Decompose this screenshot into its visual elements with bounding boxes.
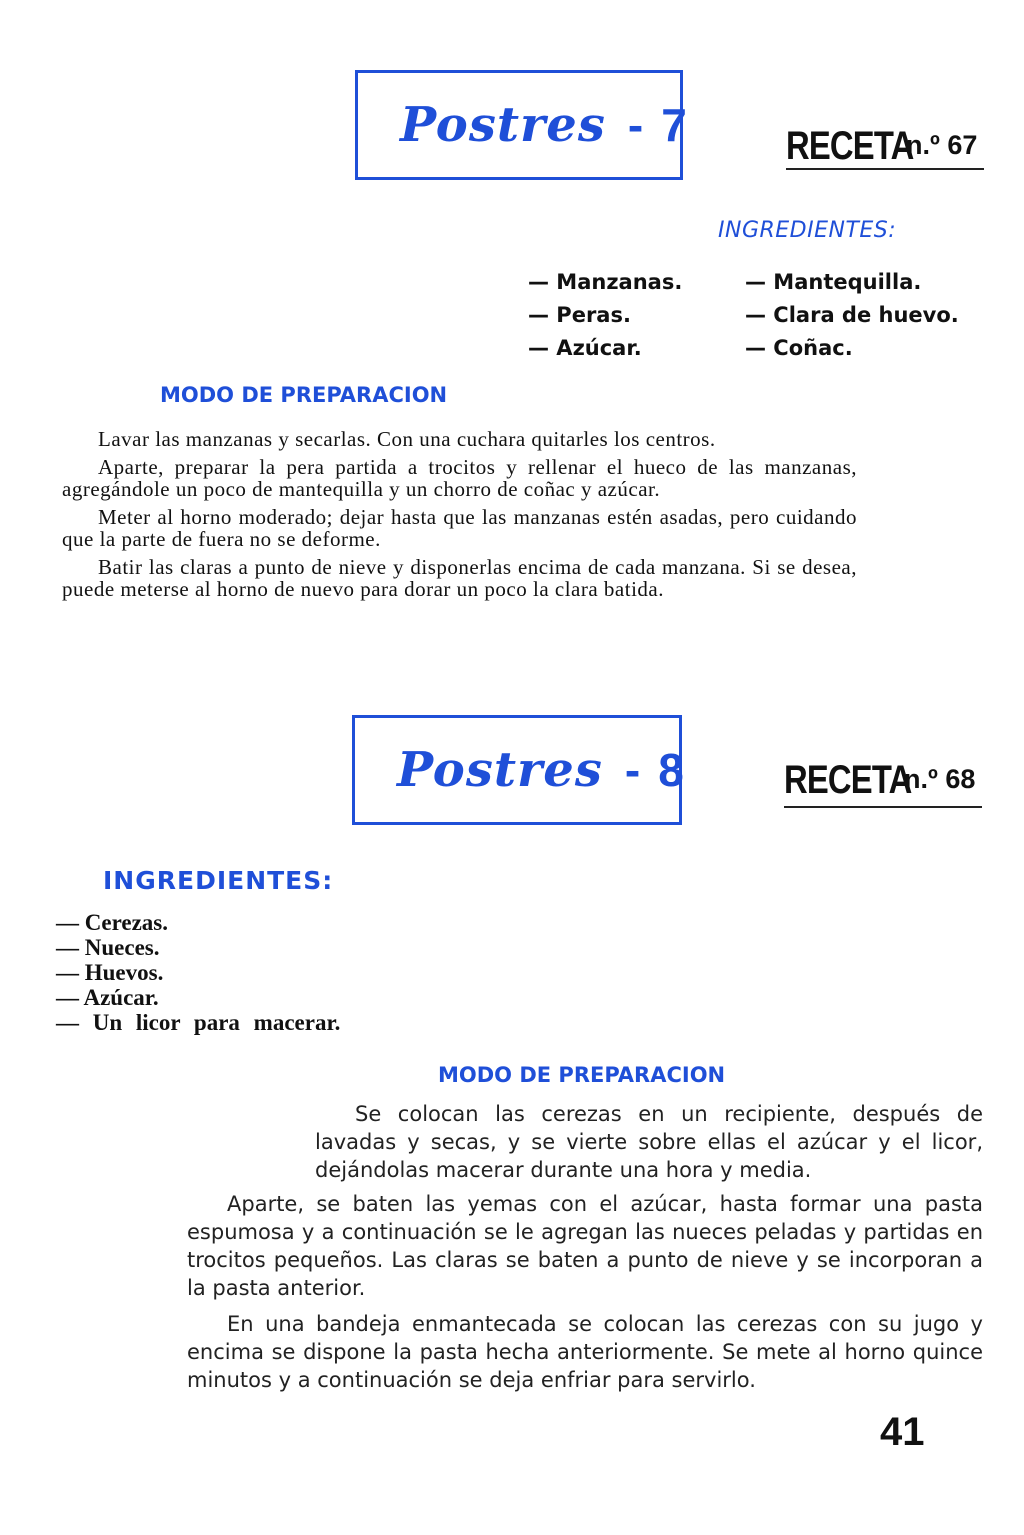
receta-label: RECETA <box>784 758 912 802</box>
recipe-title: Postres <box>397 742 603 798</box>
title-separator: - <box>627 99 644 151</box>
method-paragraph: Aparte, preparar la pera partida a trocitos y rellenar el hueco de las manzanas, agregándole un poco de mantequilla y un chorro de coñac y azúcar. <box>62 455 857 501</box>
ingredients-heading: INGREDIENTES: <box>103 866 334 895</box>
receta-number: n.º 68 <box>904 764 976 794</box>
method-paragraph: Batir las claras a punto de nieve y disponerlas encima de cada manzana. Si se desea, puede meterse al horno de nuevo para dorar un poco la clara batida. <box>62 555 857 601</box>
method-text-rest <box>187 1190 983 1402</box>
ingredient-item: — Coñac. <box>745 336 853 360</box>
page-number: 41 <box>880 1410 925 1454</box>
recipe-title: Postres <box>400 97 606 153</box>
ingredients-heading: INGREDIENTES: <box>718 218 897 243</box>
ingredient-item: — Azúcar. <box>56 985 159 1010</box>
receta-underline <box>784 806 982 808</box>
ingredient-item: — Peras. <box>528 303 631 327</box>
ingredients-right-column <box>745 270 959 369</box>
recipe-title-box <box>352 715 682 825</box>
ingredient-item: — Nueces. <box>56 935 160 960</box>
method-heading: MODO DE PREPARACION <box>160 383 448 407</box>
title-separator: - <box>624 744 641 796</box>
receta-underline <box>786 168 984 170</box>
receta-label: RECETA <box>786 124 914 168</box>
recipe-number: 8 <box>658 744 684 796</box>
method-paragraph: Lavar las manzanas y secarlas. Con una cuchara quitarles los centros. <box>98 427 716 451</box>
method-text-first <box>315 1100 983 1192</box>
recipe-number: 7 <box>661 99 687 151</box>
ingredient-item: — Manzanas. <box>528 270 683 294</box>
ingredient-item: — Clara de huevo. <box>745 303 959 327</box>
method-paragraph: Se colocan las cerezas en un recipiente, después de lavadas y secas, y se vierte sobre ellas el azúcar y el licor, dejándolas macerar durante una hora y media. <box>315 1102 983 1182</box>
method-paragraph: Aparte, se baten las yemas con el azúcar, hasta formar una pasta espumosa y a continuación se le agregan las nueces peladas y partidas en trocitos pequeños. Las claras se baten a punto de nieve y se incorporan a la pasta anterior. <box>187 1192 983 1300</box>
method-paragraph: Meter al horno moderado; dejar hasta que las manzanas estén asadas, pero cuidando que la parte de fuera no se deforme. <box>62 505 857 551</box>
ingredient-item: — Cerezas. <box>56 910 168 935</box>
ingredient-item: — Azúcar. <box>528 336 642 360</box>
ingredients-list <box>56 910 340 1035</box>
ingredients-left-column <box>528 270 682 369</box>
method-text <box>62 428 857 606</box>
method-heading: MODO DE PREPARACION <box>438 1063 726 1087</box>
ingredient-item: — Huevos. <box>56 960 164 985</box>
ingredient-item: — Mantequilla. <box>745 270 922 294</box>
recipe-title-box <box>355 70 687 180</box>
ingredient-item: — Un licor para macerar. <box>56 1010 341 1035</box>
receta-number: n.º 67 <box>906 130 978 160</box>
method-paragraph: En una bandeja enmantecada se colocan las cerezas con su jugo y encima se dispone la pasta hecha anteriormente. Se mete al horno quince minutos y a continuación se deja enfriar para servirlo. <box>187 1312 983 1392</box>
